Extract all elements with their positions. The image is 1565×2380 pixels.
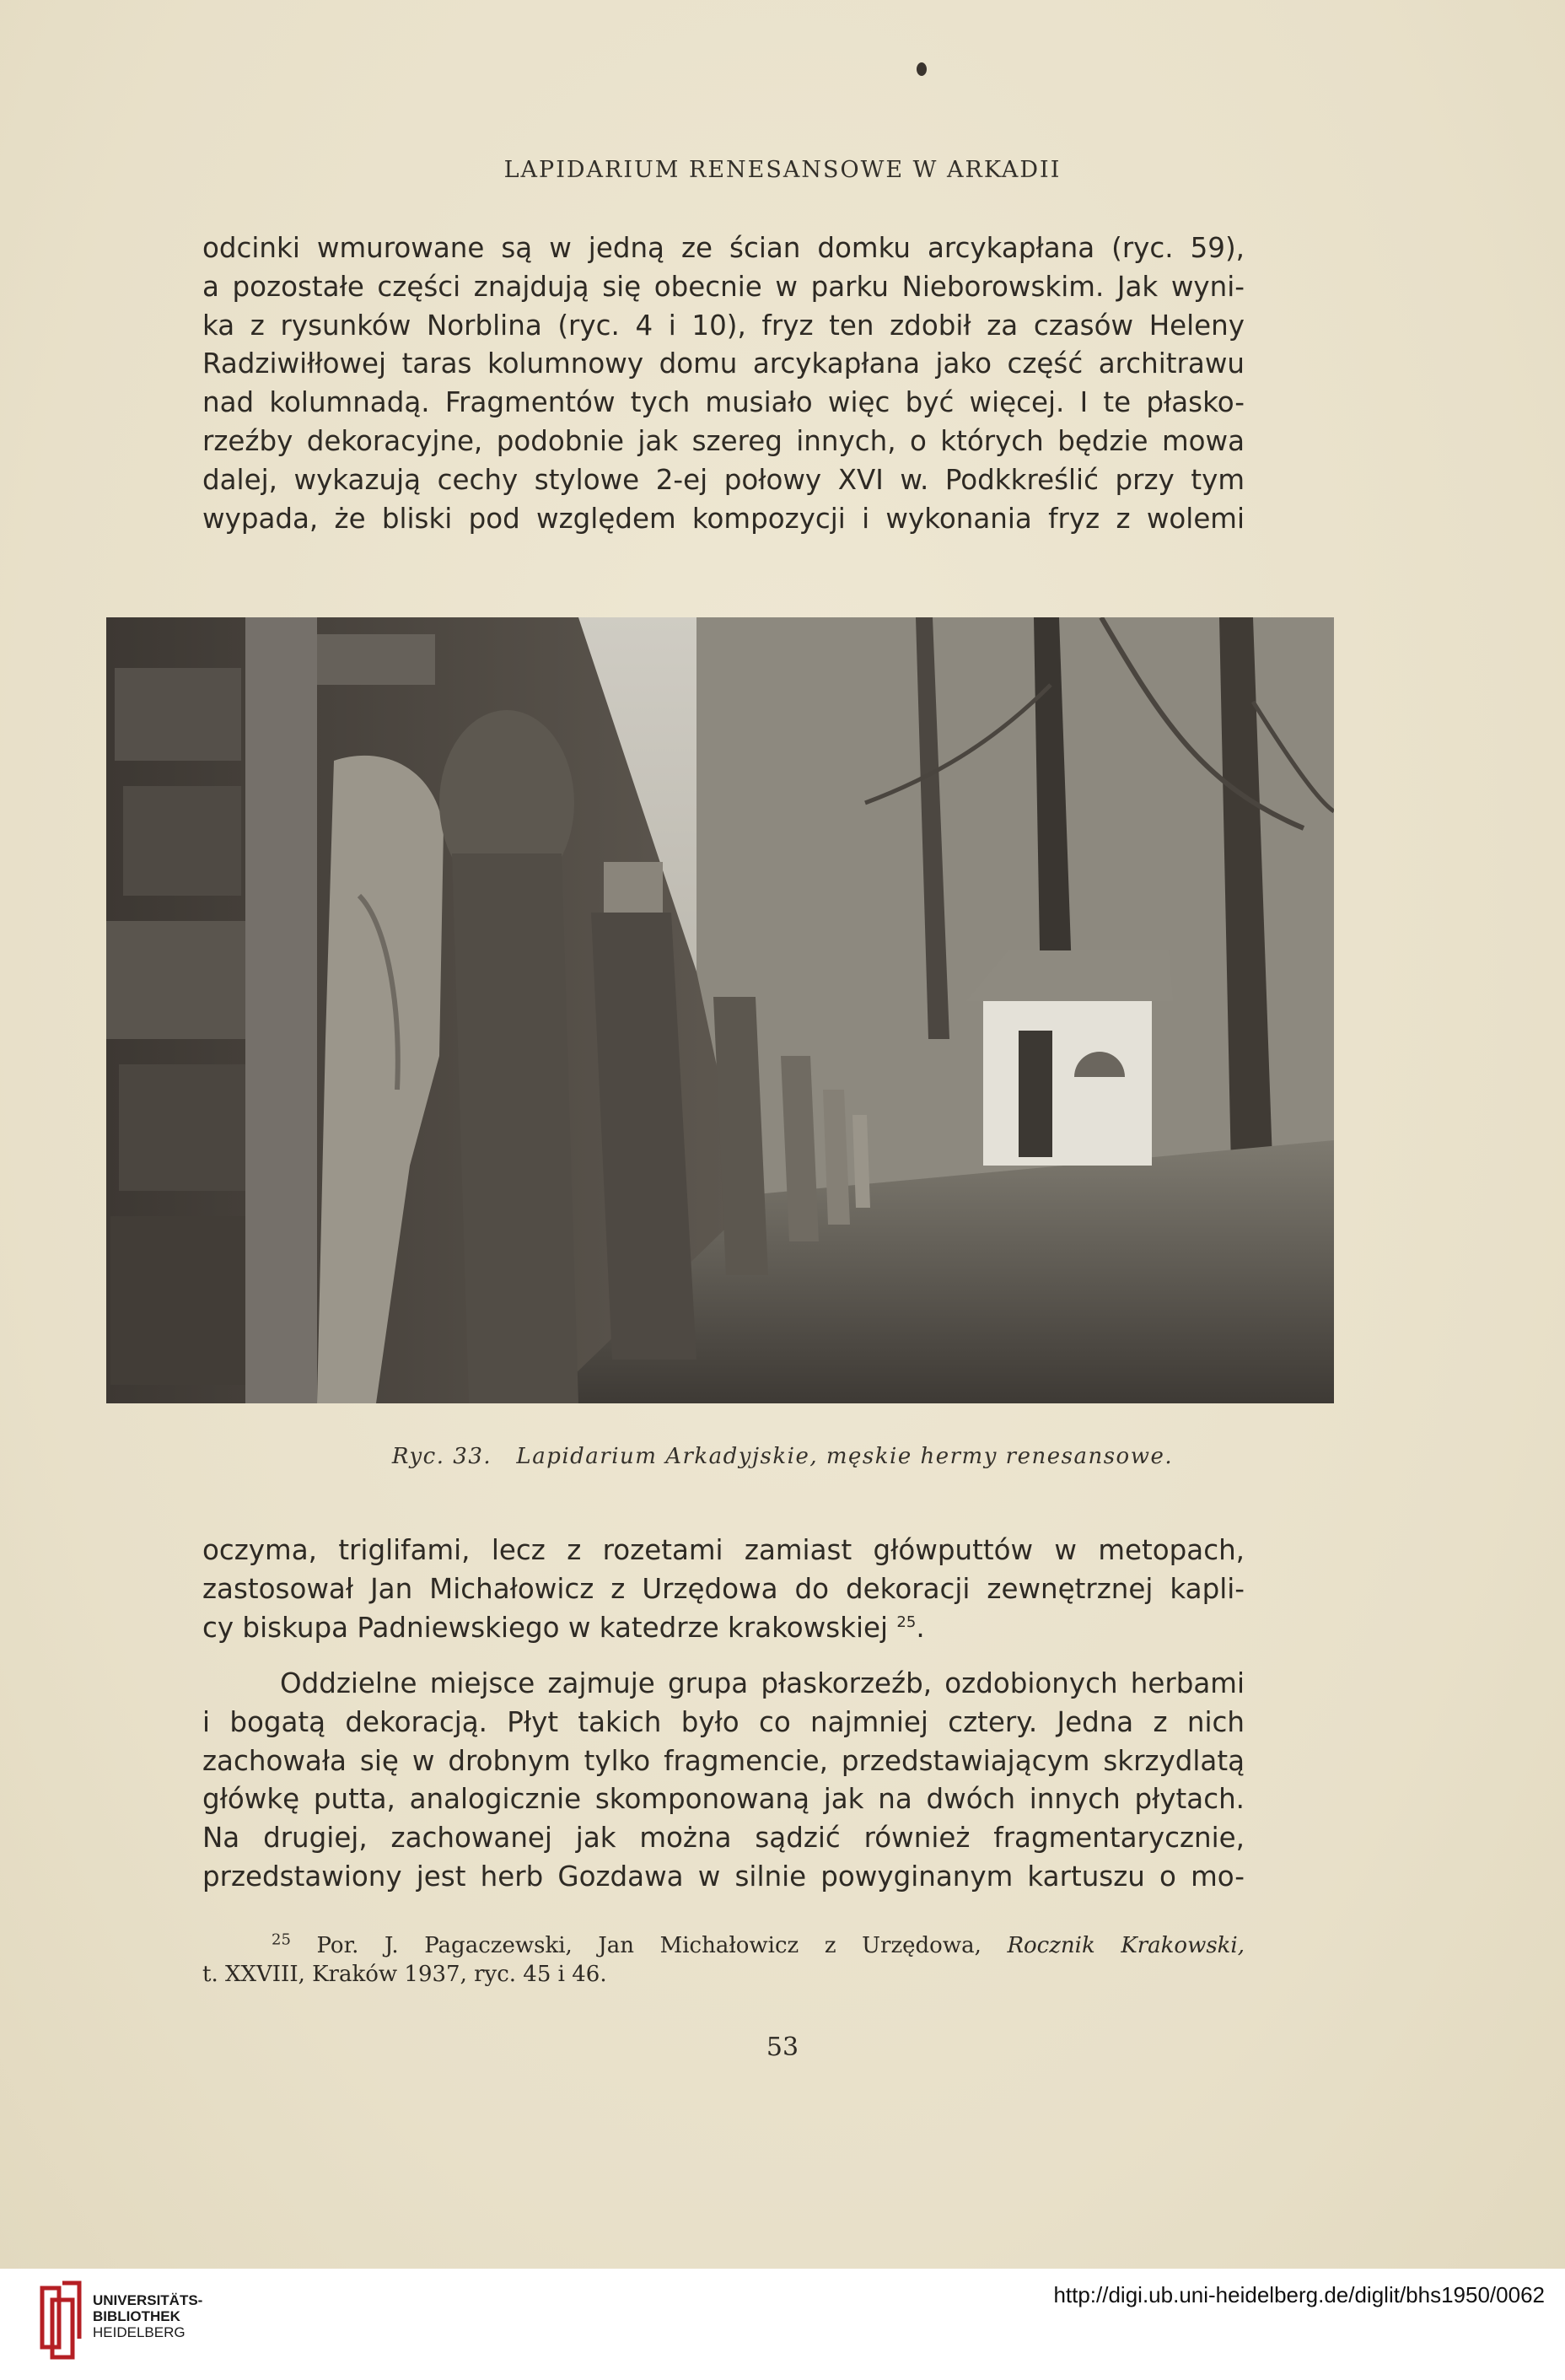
running-title: LAPIDARIUM RENESANSOWE W ARKADII — [503, 157, 1062, 183]
text-line: dalej, wykazują cechy stylowe 2-ej połowy XVI w. Podkkreślić przy tym — [202, 463, 1245, 496]
text-line: przedstawiony jest herb Gozdawa w silnie powyginanym kartuszu o mo- — [202, 1860, 1245, 1893]
text-line-content: cy biskupa Padniewskiego w katedrze krakowskiej — [202, 1611, 889, 1644]
text-line: odcinki wmurowane są w jedną ze ścian domku arcykapłana (ryc. 59), — [202, 232, 1245, 264]
caption-label: Ryc. 33. — [391, 1444, 492, 1469]
page-number: 53 — [766, 2033, 799, 2062]
text-line: ka z rysunków Norblina (ryc. 4 i 10), fryz ten zdobił za czasów Heleny — [202, 309, 1245, 342]
photo-illustration — [106, 617, 1334, 1403]
figure-photograph — [106, 617, 1334, 1403]
text-line: zachowała się w drobnym tylko fragmencie, przedstawiającym skrzydlatą — [202, 1744, 1245, 1777]
last-paragraph — [202, 1665, 1245, 1897]
text-line: rzeźby dekoracyjne, podobnie jak szereg innych, o których będzie mowa — [202, 424, 1245, 457]
footnote-line-2: t. XXVIII, Kraków 1937, ryc. 45 i 46. — [202, 1962, 607, 1987]
text-line: i bogatą dekoracją. Płyt takich było co najmniej cztery. Jedna z nich — [202, 1705, 1245, 1738]
library-name-line: HEIDELBERG — [93, 2324, 186, 2340]
end-punctuation: . — [916, 1611, 925, 1644]
text-line: wypada, że bliski pod względem kompozycji i wykonania fryz z wolemi — [202, 502, 1245, 535]
library-name-line: BIBLIOTHEK — [93, 2308, 180, 2324]
footnote-text: Por. J. Pagaczewski, Jan Michałowicz z Urzędowa, — [316, 1933, 981, 1958]
text-line: Na drugiej, zachowanej jak można sądzić również fragmentarycznie, — [202, 1822, 1245, 1855]
figure-caption — [0, 1444, 1565, 1469]
footnote-line — [202, 1931, 1245, 1960]
text-line: a pozostałe części znajdują się obecnie w parku Nieborowskim. Jak wyni- — [202, 270, 1245, 303]
footnote-reference: 25 — [896, 1613, 917, 1631]
text-line: Oddzielne miejsce zajmuje grupa płaskorzeźb, ozdobionych herbami — [280, 1667, 1245, 1699]
source-url-link[interactable]: http://digi.ub.uni-heidelberg.de/diglit/bhs1950/0062 — [1053, 2282, 1545, 2307]
text-line — [202, 1609, 1245, 1648]
text-line: nad kolumnadą. Fragmentów tych musiało więc być więcej. I te płasko- — [202, 386, 1245, 419]
text-line: zastosował Jan Michałowicz z Urzędowa do dekoracji zewnętrznej kapli- — [202, 1572, 1245, 1605]
caption-text: Lapidarium Arkadyjskie, męskie hermy renesansowe. — [516, 1444, 1174, 1469]
footnote-journal: Rocznik Krakowski, — [1007, 1933, 1245, 1958]
text-line: oczyma, triglifami, lecz z rozetami zamiast główputtów w metopach, — [202, 1534, 1245, 1566]
footnote-number: 25 — [272, 1930, 291, 1949]
middle-paragraph — [202, 1532, 1245, 1647]
library-name-line: UNIVERSITÄTS- — [93, 2292, 203, 2308]
text-line: Radziwiłłowej taras kolumnowy domu arcykapłana jako część architrawu — [202, 347, 1245, 380]
text-line: główkę putta, analogicznie skomponowaną jak na dwóch innych płytach. — [202, 1783, 1245, 1816]
ink-dot — [917, 62, 927, 76]
library-logo-icon — [34, 2280, 88, 2364]
library-name — [93, 2292, 202, 2340]
top-paragraph — [202, 229, 1245, 538]
footnote — [202, 1931, 1245, 1989]
